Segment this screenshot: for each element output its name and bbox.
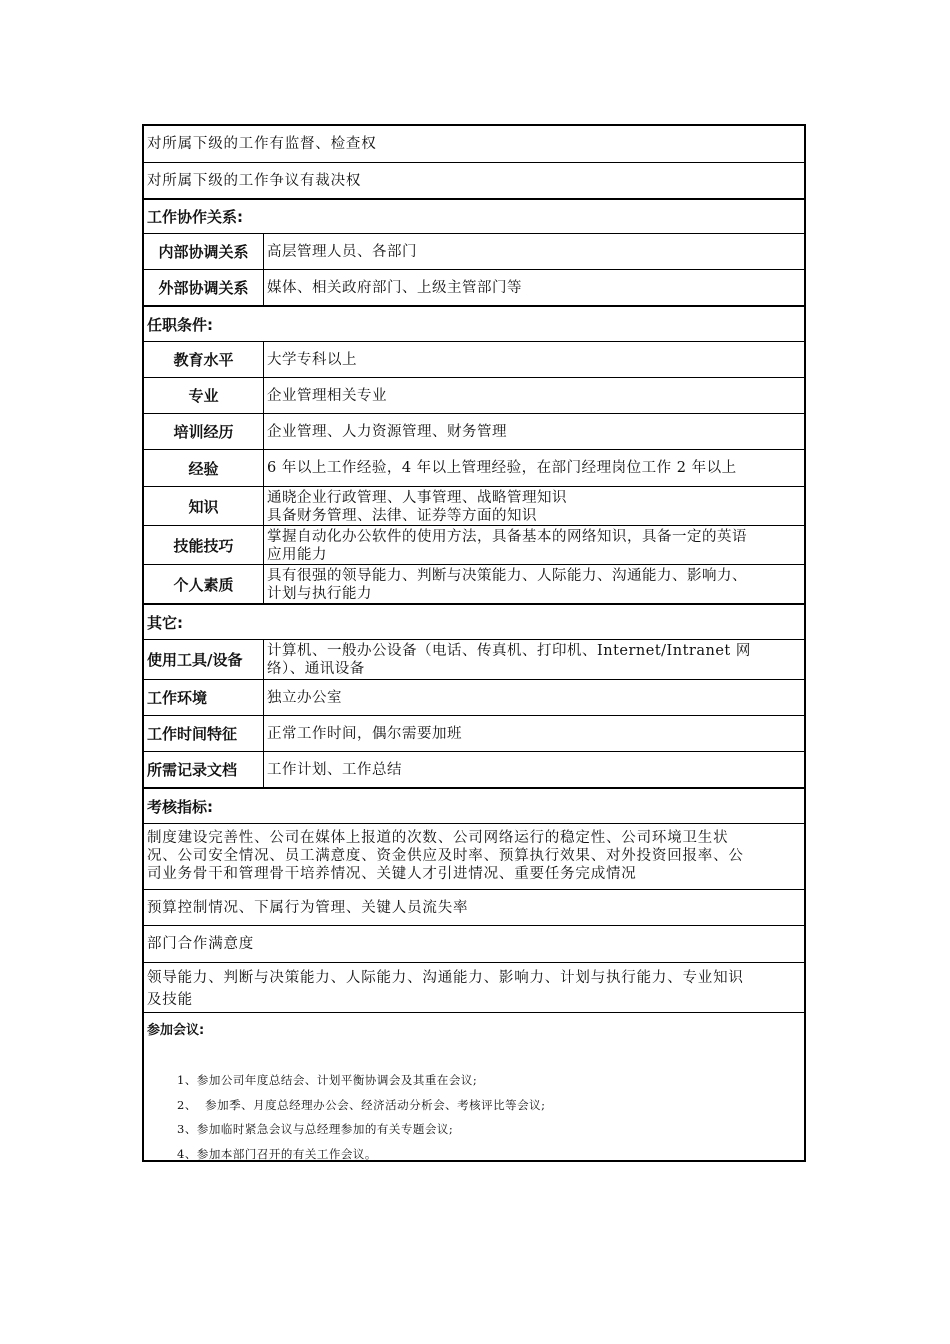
- external-relation-row: [144, 269, 804, 305]
- knowledge-value: [264, 487, 804, 525]
- education-row: [144, 341, 804, 377]
- training-label: 培训经历: [144, 414, 264, 449]
- other-title: 其它:: [147, 613, 183, 632]
- documents-label: 所需记录文档: [144, 752, 264, 787]
- cooperation-section-header: [144, 198, 804, 233]
- education-value: 大学专科以上: [267, 351, 357, 368]
- tools-row: [144, 639, 804, 679]
- assessment-item-1-line-1: 制度建设完善性、公司在媒体上报道的次数、公司网络运行的稳定性、公司环境卫生状: [147, 830, 729, 846]
- major-value: 企业管理相关专业: [267, 387, 387, 404]
- job-description-table: [142, 124, 806, 1162]
- training-value: 企业管理、人力资源管理、财务管理: [267, 423, 507, 440]
- authority-row-1: [144, 126, 804, 162]
- meetings-list: [147, 1068, 801, 1166]
- assessment-item-4: [144, 963, 804, 1012]
- external-relation-label: 外部协调关系: [144, 270, 264, 305]
- meeting-item-3: 3、参加临时紧急会议与总经理参加的有关专题会议;: [177, 1122, 454, 1136]
- tools-label: 使用工具/设备: [144, 640, 264, 679]
- assessment-row-4: [144, 962, 804, 1012]
- skills-label: 技能技巧: [144, 526, 264, 564]
- meetings-block: [144, 1013, 804, 1160]
- quality-row: [144, 564, 804, 603]
- education-label: 教育水平: [144, 342, 264, 377]
- training-row: [144, 413, 804, 449]
- other-section-header: [144, 603, 804, 639]
- meetings-section: [144, 1012, 804, 1160]
- internal-relation-label: 内部协调关系: [144, 234, 264, 269]
- assessment-item-4-line-2: 及技能: [147, 992, 193, 1008]
- cooperation-title: 工作协作关系:: [147, 208, 243, 226]
- assessment-row-3: [144, 925, 804, 962]
- assessment-item-3: 部门合作满意度: [147, 936, 255, 952]
- environment-value: 独立办公室: [267, 689, 342, 706]
- quality-line-2: 计划与执行能力: [267, 586, 372, 602]
- work-time-label: 工作时间特征: [144, 716, 264, 751]
- skills-value: [264, 526, 804, 564]
- authority-text-2: 对所属下级的工作争议有裁决权: [147, 172, 362, 189]
- assessment-item-2: 预算控制情况、下属行为管理、关键人员流失率: [147, 899, 469, 916]
- assessment-title: 考核指标:: [147, 797, 213, 816]
- internal-relation-row: [144, 233, 804, 269]
- skills-line-2: 应用能力: [267, 547, 327, 563]
- environment-row: [144, 679, 804, 715]
- skills-line-1: 掌握自动化办公软件的使用方法，具备基本的网络知识，具备一定的英语: [267, 529, 747, 545]
- work-time-row: [144, 715, 804, 751]
- skills-row: [144, 525, 804, 564]
- quality-line-1: 具有很强的领导能力、判断与决策能力、人际能力、沟通能力、影响力、: [267, 568, 747, 584]
- meeting-item-4: 4、参加本部门召开的有关工作会议。: [177, 1146, 377, 1161]
- knowledge-row: [144, 486, 804, 525]
- tools-line-1: 计算机、一般办公设备（电话、传真机、打印机、Internet/Intranet 网: [267, 643, 751, 659]
- experience-label: 经验: [144, 450, 264, 486]
- authority-text-1: 对所属下级的工作有监督、检查权: [147, 136, 377, 152]
- tools-line-2: 络）、通讯设备: [267, 661, 365, 677]
- internal-relation-value: 高层管理人员、各部门: [267, 243, 417, 260]
- meeting-item-1: 1、参加公司年度总结会、计划平衡协调会及其重在会议;: [177, 1073, 478, 1087]
- meetings-title: 参加会议:: [147, 1023, 205, 1038]
- assessment-item-1-line-3: 司业务骨干和管理骨干培养情况、关键人才引进情况、重要任务完成情况: [147, 866, 637, 882]
- experience-value: 6 年以上工作经验，4 年以上管理经验，在部门经理岗位工作 2 年以上: [267, 460, 737, 476]
- documents-row: [144, 751, 804, 787]
- tools-value: [264, 640, 804, 679]
- assessment-row-2: [144, 889, 804, 925]
- knowledge-line-2: 具备财务管理、法律、证券等方面的知识: [267, 508, 537, 524]
- authority-row-2: [144, 162, 804, 198]
- external-relation-value: 媒体、相关政府部门、上级主管部门等: [267, 279, 522, 296]
- experience-row: [144, 449, 804, 486]
- assessment-row-1: [144, 823, 804, 889]
- assessment-item-1: [144, 824, 804, 889]
- meeting-item-2: 2、 参加季、月度总经理办公会、经济活动分析会、考核评比等会议;: [177, 1097, 546, 1112]
- knowledge-line-1: 通晓企业行政管理、人事管理、战略管理知识: [267, 490, 567, 506]
- environment-label: 工作环境: [144, 680, 264, 715]
- quality-label: 个人素质: [144, 565, 264, 603]
- major-label: 专业: [144, 378, 264, 413]
- knowledge-label: 知识: [144, 487, 264, 525]
- assessment-section-header: [144, 787, 804, 823]
- qualifications-title: 任职条件:: [147, 315, 213, 334]
- assessment-item-4-line-1: 领导能力、判断与决策能力、人际能力、沟通能力、影响力、计划与执行能力、专业知识: [147, 970, 744, 986]
- documents-value: 工作计划、工作总结: [267, 761, 402, 778]
- quality-value: [264, 565, 804, 603]
- assessment-item-1-line-2: 况、公司安全情况、员工满意度、资金供应及时率、预算执行效果、对外投资回报率、公: [147, 848, 744, 864]
- qualifications-section-header: [144, 305, 804, 341]
- major-row: [144, 377, 804, 413]
- work-time-value: 正常工作时间，偶尔需要加班: [267, 725, 462, 742]
